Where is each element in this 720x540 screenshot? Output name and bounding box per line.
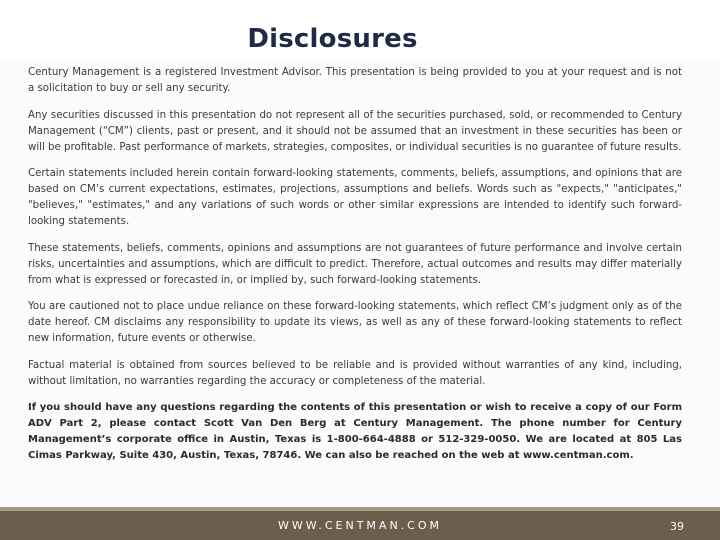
page-number: 39: [670, 520, 684, 533]
disclosure-paragraph-5: You are cautioned not to place undue reliance on these forward-looking statements, which reflect CM’s judgment only as of the date hereof. CM disclaims any responsibility to update its views, as well as any of these forward-looking statements to reflect new information, future events or otherwise.: [28, 301, 682, 344]
disclosure-paragraph-3: Certain statements included herein contain forward-looking statements, comments, beliefs, assumptions, and opinions that are based on CM’s current expectations, estimates, projections, assumptions and beliefs. Words such as "expects," "anticipates," "believes," "estimates," and any variations of such words or other similar expressions are intended to identify such forward-looking statements.: [28, 168, 682, 227]
contact-paragraph: If you should have any questions regarding the contents of this presentation or wish to receive a copy of our Form ADV Part 2, please contact Scott Van Den Berg at Century Management. The phone number for Century Management’s corporate office in Austin, Texas is 1-800-664-4888 or 512-329-0050. We are located at 805 Las Cimas Parkway, Suite 430, Austin, Texas, 78746. We can also be reached on the web at www.centman.com.: [28, 402, 682, 461]
footer-bar: [0, 511, 720, 540]
page-title: Disclosures: [247, 24, 418, 54]
footer-website: WWW.CENTMAN.COM: [277, 519, 442, 532]
disclosure-paragraph-6: Factual material is obtained from sources believed to be reliable and is provided without warranties of any kind, including, without limitation, no warranties regarding the accuracy or completeness of the material.: [28, 359, 682, 387]
disclosure-body: [28, 65, 682, 475]
disclosure-paragraph-4: These statements, beliefs, comments, opinions and assumptions are not guarantees of future performance and involve certain risks, uncertainties and assumptions, which are difficult to predict. Therefore, actual outcomes and results may differ materially from what is expressed or forecasted in, or implied by, such forward-looking statements.: [28, 242, 682, 286]
disclosure-paragraph-2: Any securities discussed in this presentation do not represent all of the securities purchased, sold, or recommended to Century Management (“CM”) clients, past or present, and it should not be assumed that an investment in these securities has been or will be profitable. Past performance of markets, strategies, composites, or individual securities is no guarantee of future results.: [28, 109, 682, 153]
disclosure-paragraph-1: Century Management is a registered Investment Advisor. This presentation is being provided to you at your request and is not a solicitation to buy or sell any security.: [28, 67, 682, 94]
